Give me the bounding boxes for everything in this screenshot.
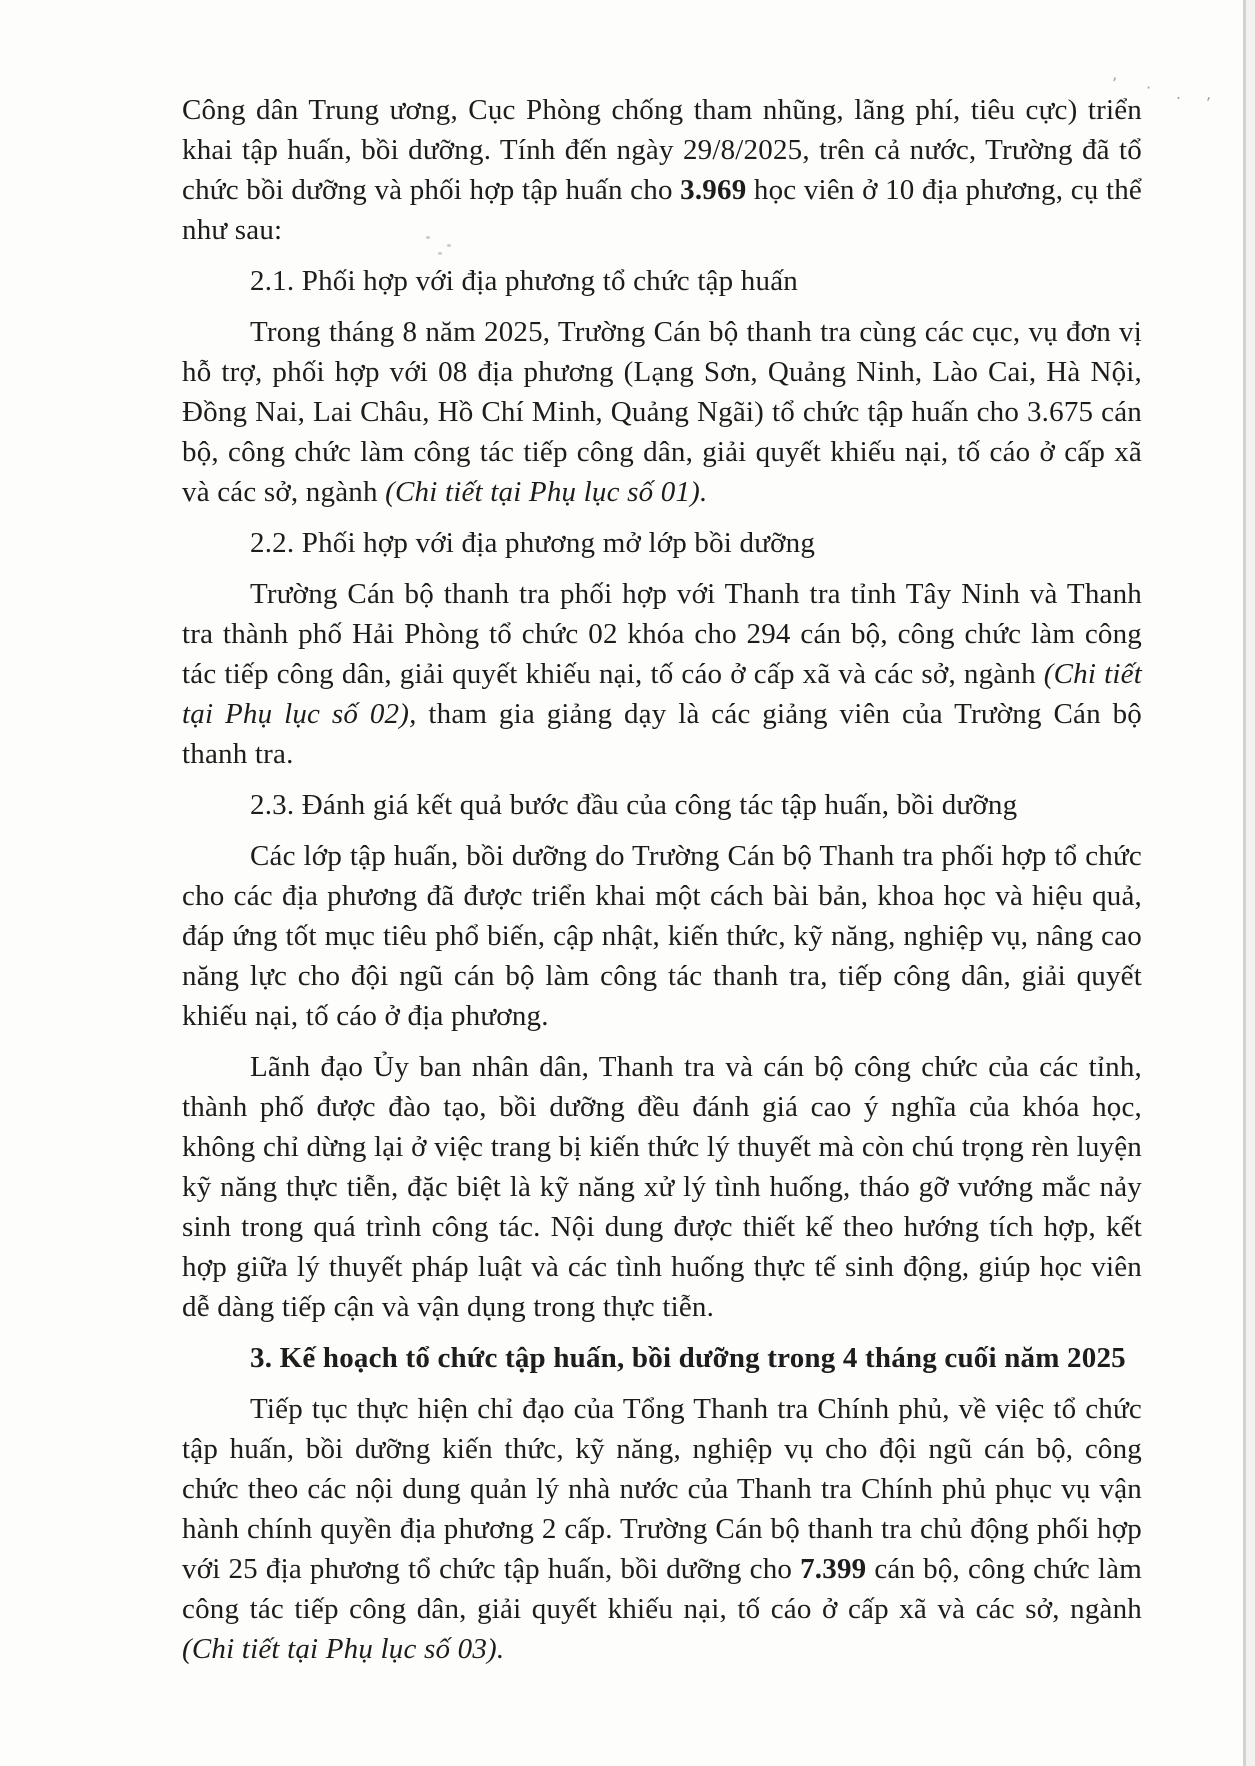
heading-2-3 bbox=[182, 785, 1142, 825]
heading-3 bbox=[182, 1338, 1142, 1378]
paragraph-2-1-body bbox=[182, 312, 1142, 512]
text-run: 2.2. Phối hợp với địa phương mở lớp bồi dưỡng bbox=[250, 527, 816, 559]
scan-mark: ’ bbox=[1112, 74, 1118, 93]
scan-speck bbox=[438, 252, 442, 255]
text-run: (Chi tiết tại Phụ lục số 03). bbox=[182, 1633, 505, 1665]
text-run: học viên ở 10 địa phương, cụ thể như sau: bbox=[182, 174, 1142, 246]
text-run: (Chi tiết tại Phụ lục số 01). bbox=[385, 476, 708, 508]
text-run: 3.969 bbox=[680, 174, 747, 206]
paragraph-2-3-body-2 bbox=[182, 1047, 1142, 1327]
scan-speck bbox=[447, 244, 451, 247]
heading-2-2 bbox=[182, 523, 1142, 563]
heading-2-1 bbox=[182, 261, 1142, 301]
text-run: Tiếp tục thực hiện chỉ đạo của Tổng Thanh tra Chính phủ, về việc tổ chức tập huấn, bồi dưỡng kiến thức, kỹ năng, nghiệp vụ cho đội ngũ cán bộ, công chức theo các nội dung quản lý nhà nước của Thanh tra Chính phủ phục vụ vận hành chính quyền địa phương 2 cấp. Trường Cán bộ thanh tra chủ động phối hợp với 25 địa phương tổ chức tập huấn, bồi dưỡng cho bbox=[182, 1393, 1142, 1585]
text-run: Trong tháng 8 năm 2025, Trường Cán bộ thanh tra cùng các cục, vụ đơn vị hỗ trợ, phối hợp với 08 địa phương (Lạng Sơn, Quảng Ninh, Lào Cai, Hà Nội, Đồng Nai, Lai Châu, Hồ Chí Minh, Quảng Ngãi) tổ chức tập huấn cho 3.675 cán bộ, công chức làm công tác tiếp công dân, giải quyết khiếu nại, tố cáo ở cấp xã và các sở, ngành bbox=[182, 316, 1142, 508]
text-run: 2.3. Đánh giá kết quả bước đầu của công tác tập huấn, bồi dưỡng bbox=[250, 789, 1018, 821]
scan-mark: , bbox=[1206, 84, 1212, 103]
text-run: Công dân Trung ương, Cục Phòng chống tham nhũng, lãng phí, tiêu cực) triển khai tập huấn, bồi dưỡng. Tính đến ngày 29/8/2025, trên cả nước, Trường đã tổ chức bồi dưỡng và phối hợp tập huấn cho bbox=[182, 94, 1142, 206]
text-run: 7.399 bbox=[800, 1553, 867, 1585]
text-content bbox=[182, 90, 1142, 1669]
paragraph-2-2-body bbox=[182, 574, 1142, 774]
scan-edge-line bbox=[1243, 0, 1246, 1766]
scan-mark: . bbox=[1176, 84, 1182, 103]
scan-mark: · bbox=[1146, 78, 1152, 97]
paragraph-3-body bbox=[182, 1389, 1142, 1669]
text-run: Trường Cán bộ thanh tra phối hợp với Thanh tra tỉnh Tây Ninh và Thanh tra thành phố Hải Phòng tổ chức 02 khóa cho 294 cán bộ, công chức làm công tác tiếp công dân, giải quyết khiếu nại, tố cáo ở cấp xã và các sở, ngành bbox=[182, 578, 1142, 690]
text-run: Lãnh đạo Ủy ban nhân dân, Thanh tra và cán bộ công chức của các tỉnh, thành phố được đào tạo, bồi dưỡng đều đánh giá cao ý nghĩa của khóa học, không chỉ dừng lại ở việc trang bị kiến thức lý thuyết mà còn chú trọng rèn luyện kỹ năng thực tiễn, đặc biệt là kỹ năng xử lý tình huống, tháo gỡ vướng mắc nảy sinh trong quá trình công tác. Nội dung được thiết kế theo hướng tích hợp, kết hợp giữa lý thuyết pháp luật và các tình huống thực tế sinh động, giúp học viên dễ dàng tiếp cận và vận dụng trong thực tiễn. bbox=[182, 1051, 1142, 1323]
text-run: cán bộ, công chức làm công tác tiếp công dân, giải quyết khiếu nại, tố cáo ở cấp xã và các sở, ngành bbox=[182, 1553, 1142, 1625]
text-run: 2.1. Phối hợp với địa phương tổ chức tập huấn bbox=[250, 265, 798, 297]
text-run: Các lớp tập huấn, bồi dưỡng do Trường Cán bộ Thanh tra phối hợp tổ chức cho các địa phương đã được triển khai một cách bài bản, khoa học và hiệu quả, đáp ứng tốt mục tiêu phổ biến, cập nhật, kiến thức, kỹ năng, nghiệp vụ, nâng cao năng lực cho đội ngũ cán bộ làm công tác thanh tra, tiếp công dân, giải quyết khiếu nại, tố cáo ở địa phương. bbox=[182, 840, 1142, 1032]
text-run: (Chi tiết tại Phụ lục số 02), bbox=[182, 658, 1142, 730]
paragraph-continuation bbox=[182, 90, 1142, 250]
text-run: tham gia giảng dạy là các giảng viên của Trường Cán bộ thanh tra. bbox=[182, 698, 1142, 770]
paragraph-2-3-body-1 bbox=[182, 836, 1142, 1036]
text-run: 3. Kế hoạch tổ chức tập huấn, bồi dưỡng trong 4 tháng cuối năm 2025 bbox=[250, 1342, 1126, 1374]
scan-speck bbox=[426, 236, 430, 239]
